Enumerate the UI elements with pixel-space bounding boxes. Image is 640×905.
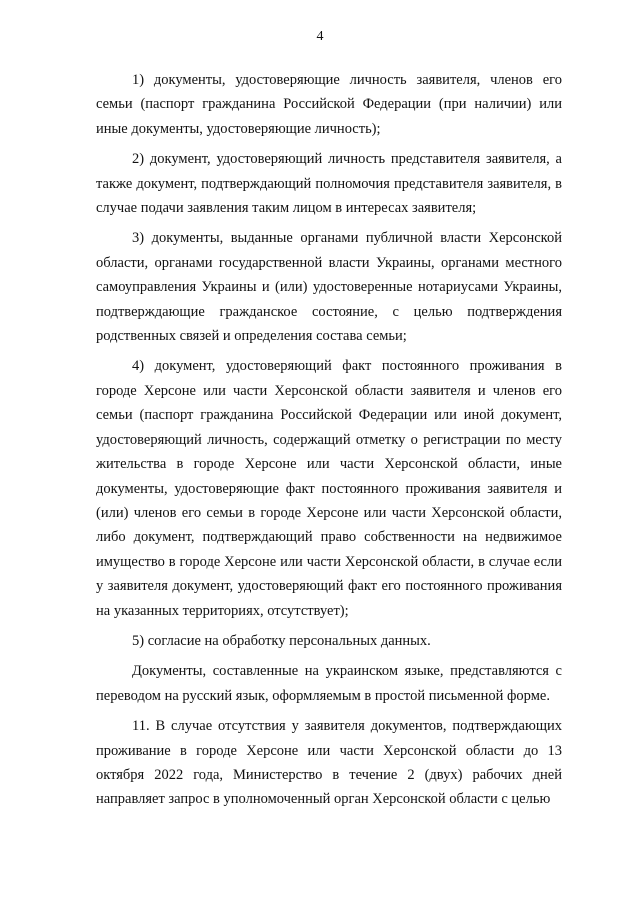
list-item-2-representative-documents: 2) документ, удостоверяющий личность представителя заявителя, а также документ, подтверждающий полномочия представителя заявителя, в случае подачи заявления таким лицом в интересах заявителя;	[96, 151, 562, 217]
ukrainian-documents-note: Документы, составленные на украинском языке, представляются с переводом на русский язык, оформляемым в простой письменной форме.	[96, 663, 562, 704]
list-item-4-residence-documents: 4) документ, удостоверяющий факт постоянного проживания в городе Херсоне или части Херсонской области заявителя и членов его семьи (паспорт гражданина Российской Федерации или иной документ, удостоверяющий личность, содержащий отметку о регистрации по месту жительства в городе Херсоне или части Херсонской области, иные документы, удостоверяющие факт постоянного проживания заявителя и (или) членов его семьи в городе Херсоне или части Херсонской области, либо документ, подтверждающий право собственности на недвижимое имущество в городе Херсоне или части Херсонской области, в случае если у заявителя документ, удостоверяющий факт его постоянного проживания на указанных территориях, отсутствует);	[96, 358, 562, 619]
page-number: 4	[316, 29, 324, 44]
clause-11-paragraph: 11. В случае отсутствия у заявителя документов, подтверждающих проживание в городе Херсоне или части Херсонской области до 13 октября 2022 года, Министерство в течение 2 (двух) рабочих дней направляет запрос в уполномоченный орган Херсонской области с целью	[96, 718, 562, 808]
list-item-1-identity-documents: 1) документы, удостоверяющие личность заявителя, членов его семьи (паспорт гражданина Российской Федерации (при наличии) или иные документы, удостоверяющие личность);	[96, 72, 562, 137]
document-body	[96, 68, 562, 812]
list-item-3-civil-status-documents: 3) документы, выданные органами публичной власти Херсонской области, органами государственной власти Украины, органами местного самоуправления Украины и (или) удостоверенные нотариусами Украины, подтверждающие гражданское состояние, с целью подтверждения родственных связей и определения состава семьи;	[96, 230, 562, 345]
list-item-5-personal-data-consent: 5) согласие на обработку персональных данных.	[132, 632, 431, 649]
